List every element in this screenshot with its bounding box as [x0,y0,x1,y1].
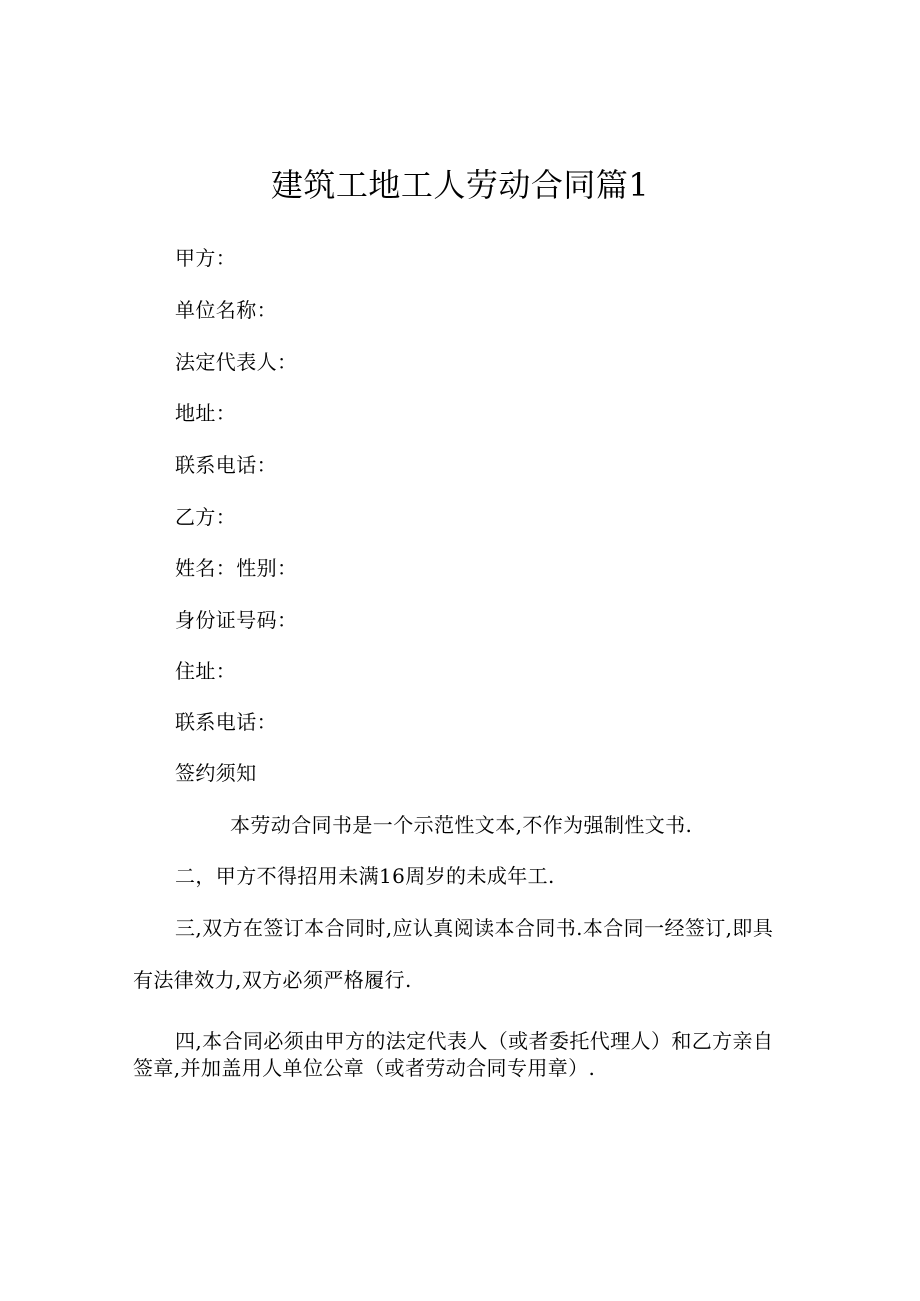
notice-item-2: 二，甲方不得招用未满16周岁的未成年工. [175,864,555,888]
document-title: 建筑工地工人劳动合同篇1 [270,166,650,204]
party-a-address-field: 地址： [175,401,237,425]
party-b-id-number-field: 身份证号码： [175,608,298,632]
party-b-residence-field: 住址： [175,659,237,683]
party-b-name-gender-field: 姓名：性别： [175,556,298,580]
party-a-phone-field: 联系电话： [175,453,277,477]
party-b-phone-field: 联系电话： [175,710,277,734]
party-b-label: 乙方： [175,505,237,529]
notice-item-4-line-2: 签章,并加盖用人单位公章（或者劳动合同专用章）. [133,1056,596,1080]
party-a-label: 甲方： [175,246,237,270]
notice-item-3-line-2: 有法律效力,双方必须严格履行. [133,968,412,992]
party-a-legal-representative-field: 法定代表人： [175,350,298,374]
party-a-unit-name-field: 单位名称： [175,298,277,322]
notice-item-4-line-1: 四,本合同必须由甲方的法定代表人（或者委托代理人）和乙方亲自 [175,1029,774,1053]
notice-item-1: 本劳动合同书是一个示范性文本,不作为强制性文书. [230,813,693,837]
signing-notice-heading: 签约须知 [175,761,257,785]
notice-item-3-line-1: 三,双方在签订本合同时,应认真阅读本合同书.本合同一经签订,即具 [175,916,774,940]
